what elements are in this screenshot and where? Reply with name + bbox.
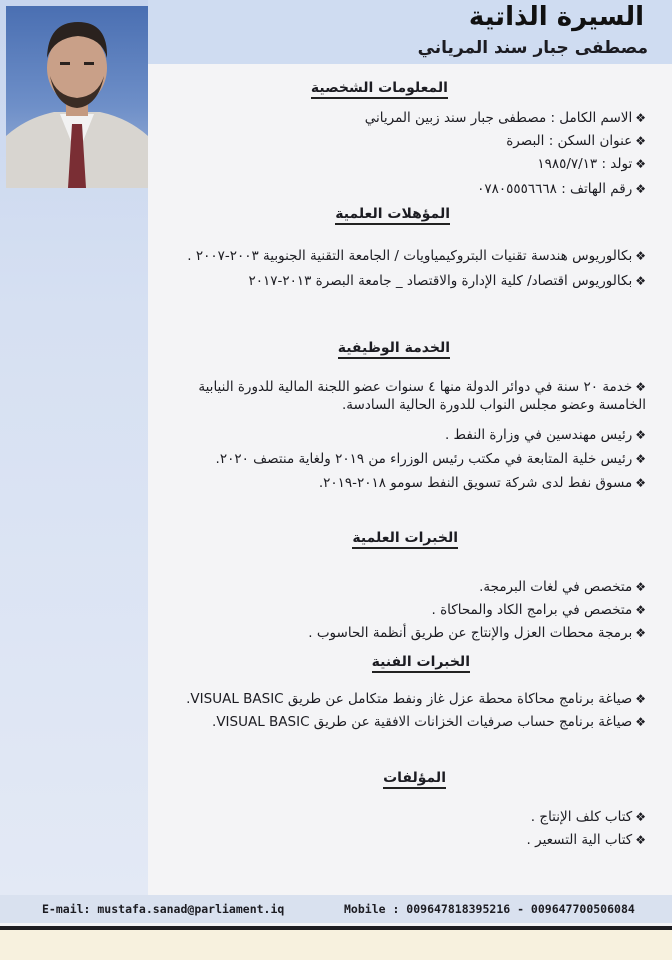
technical-item [186, 690, 646, 708]
bullet-icon: ❖ [635, 626, 646, 640]
publication-item-text: كتاب الية التسعير . [526, 832, 633, 848]
bottom-margin-strip [0, 930, 672, 960]
page-title: السيرة الذاتية [468, 2, 644, 32]
section-heading-service: الخدمة الوظيفية [338, 340, 450, 359]
person-name: مصطفى جبار سند المرياني [417, 38, 648, 58]
publication-item-text: كتاب كلف الإنتاج . [530, 809, 633, 825]
qualification-item-text: بكالوريوس هندسة تقنيات البتروكيمياويات / الجامعة التقنية الجنوبية ٢٠٠٣-٢٠٠٧ . [187, 248, 633, 264]
service-item-text: مسوق نفط لدى شركة تسويق النفط سومو ٢٠١٨-٢٠١٩. [318, 475, 633, 491]
bullet-icon: ❖ [635, 428, 646, 442]
footer-email: E-mail: mustafa.sanad@parliament.iq [42, 902, 285, 916]
personal-item [477, 180, 646, 198]
technical-item [212, 713, 646, 731]
personal-item-text: تولد : ١٩٨٥/٧/١٣ [537, 156, 633, 172]
expertise-item [432, 601, 646, 619]
personal-item-text: رقم الهاتف : ٠٧٨٠٥٥٥٦٦٦٨ [477, 181, 633, 197]
profile-photo [6, 6, 148, 188]
service-item [156, 378, 646, 414]
expertise-item [308, 624, 646, 642]
bullet-icon: ❖ [635, 810, 646, 824]
bullet-icon: ❖ [635, 603, 646, 617]
personal-item-text: عنوان السكن : البصرة [506, 133, 633, 149]
bullet-icon: ❖ [635, 715, 646, 729]
bullet-icon: ❖ [635, 274, 646, 288]
publication-item [527, 831, 646, 849]
section-heading-qualifications: المؤهلات العلمية [335, 206, 450, 225]
expertise-item-text: برمجة محطات العزل والإنتاج عن طريق أنظمة الحاسوب . [308, 625, 633, 641]
personal-item [506, 132, 646, 150]
section-heading-expertise: الخبرات العلمية [352, 530, 458, 549]
section-heading-technical: الخبرات الفنية [372, 654, 470, 673]
service-item-text: رئيس خلية المتابعة في مكتب رئيس الوزراء من ٢٠١٩ ولغاية منتصف ٢٠٢٠. [215, 451, 633, 467]
expertise-item [479, 578, 646, 596]
personal-item-text: الاسم الكامل : مصطفى جبار سند زبين المرياني [364, 110, 633, 126]
bullet-icon: ❖ [635, 580, 646, 594]
qualification-item [187, 247, 646, 265]
bullet-icon: ❖ [635, 380, 646, 394]
expertise-item-text: متخصص في لغات البرمجة. [479, 579, 633, 595]
bullet-icon: ❖ [635, 111, 646, 125]
bullet-icon: ❖ [635, 476, 646, 490]
service-item [445, 426, 646, 444]
technical-item-text: صياغة برنامج محاكاة محطة عزل غاز ونفط متكامل عن طريق VISUAL BASIC. [186, 691, 633, 707]
service-item-text: خدمة ٢٠ سنة في دوائر الدولة منها ٤ سنوات عضو اللجنة المالية للدورة النيابية الخامسة وعضو مجلس النواب للدورة الحالية السادسة. [198, 379, 646, 413]
bullet-icon: ❖ [635, 182, 646, 196]
footer-bar [0, 895, 672, 923]
bullet-icon: ❖ [635, 134, 646, 148]
service-item [216, 450, 646, 468]
service-item-text: رئيس مهندسين في وزارة النفط . [444, 427, 633, 443]
bullet-icon: ❖ [635, 452, 646, 466]
section-heading-publications: المؤلفات [383, 770, 446, 789]
bullet-icon: ❖ [635, 249, 646, 263]
qualification-item-text: بكالوريوس اقتصاد/ كلية الإدارة والاقتصاد _ جامعة البصرة ٢٠١٣-٢٠١٧ [248, 273, 633, 289]
publication-item [531, 808, 646, 826]
section-heading-personal: المعلومات الشخصية [311, 80, 448, 99]
technical-item-text: صياغة برنامج حساب صرفيات الخزانات الافقية عن طريق VISUAL BASIC. [212, 714, 633, 730]
footer-mobile: Mobile : 009647818395216 - 009647700506084 [344, 902, 635, 916]
portrait-image [6, 6, 148, 188]
bullet-icon: ❖ [635, 833, 646, 847]
service-item [319, 474, 646, 492]
personal-item [365, 109, 646, 127]
bullet-icon: ❖ [635, 157, 646, 171]
qualification-item [248, 272, 646, 290]
bullet-icon: ❖ [635, 692, 646, 706]
expertise-item-text: متخصص في برامج الكاد والمحاكاة . [431, 602, 633, 618]
personal-item [537, 155, 646, 173]
